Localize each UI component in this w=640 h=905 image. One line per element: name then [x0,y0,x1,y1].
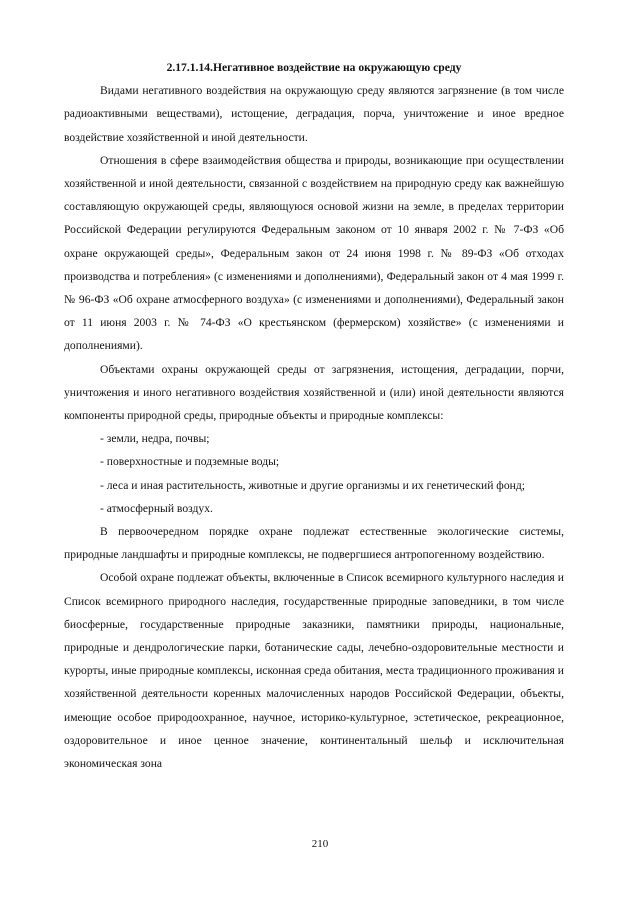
page-number: 210 [311,838,329,850]
list-item-air: - атмосферный воздух. [100,501,213,515]
list-item-waters: - поверхностные и подземные воды; [100,455,280,469]
section-heading: 2.17.1.14.Негативное воздействие на окружающую среду [166,61,462,74]
paragraph-definition: Видами негативного воздействия на окружающую среду являются загрязнение (в том числе радиоактивными веществами), истощение, деградация, порча, уничтожение и иное вредное воздействие хозяйственной и иной деятельности. [64,84,564,144]
paragraph-priority-protection: В первоочередном порядке охране подлежат естественные экологические системы, природные ландшафты и природные комплексы, не подвергшиеся антропогенному воздействию. [64,525,564,562]
paragraph-protected-objects: Объектами охраны окружающей среды от загрязнения, истощения, деградации, порчи, уничтожения и иного негативного воздействия хозяйственной и (или) иной деятельности являются компоненты природной среды, природные объекты и природные комплексы: [64,362,564,423]
list-item-forests: - леса и иная растительность, животные и другие организмы и их генетический фонд; [100,478,525,492]
paragraph-legislation: Отношения в сфере взаимодействия общества и природы, возникающие при осуществлении хозяйственной и иной деятельности, связанной с воздействием на природную среду как важнейшую составляющую окружающей среды, являющуюся основой жизни на земле, в пределах территории Российской Федерации регулируются Федеральным законом от 10 января 2002 г. № 7-ФЗ «Об охране окружающей среды», Федеральным закон от 24 июня 1998 г. № 89-ФЗ «Об отходах производства и потребления» (с изменениями и дополнениями), Федеральный закон от 4 мая 1999 г. № 96-ФЗ «Об охране атмосферного воздуха» (с изменениями и дополнениями), Федеральный закон от 11 июня 2003 г. № 74-ФЗ «О крестьянском (фермерском) хозяйстве» (с изменениями и дополнениями). [64,153,564,353]
list-item-lands: - земли, недра, почвы; [100,432,210,446]
document-page [64,56,564,775]
paragraph-special-protection: Особой охране подлежат объекты, включенные в Список всемирного культурного наследия и Список всемирного природного наследия, государственные природные заповедники, в том числе биосферные, государственные природные заказники, памятники природы, национальные, природные и дендрологические парки, ботанические сады, лечебно-оздоровительные местности и курорты, иные природные комплексы, исконная среда обитания, места традиционного проживания и хозяйственной деятельности коренных малочисленных народов Российской Федерации, объекты, имеющие особое природоохранное, научное, историко-культурное, эстетическое, рекреационное, оздоровительное и иное ценное значение, континентальный шельф и исключительная экономическая зона [64,571,564,771]
